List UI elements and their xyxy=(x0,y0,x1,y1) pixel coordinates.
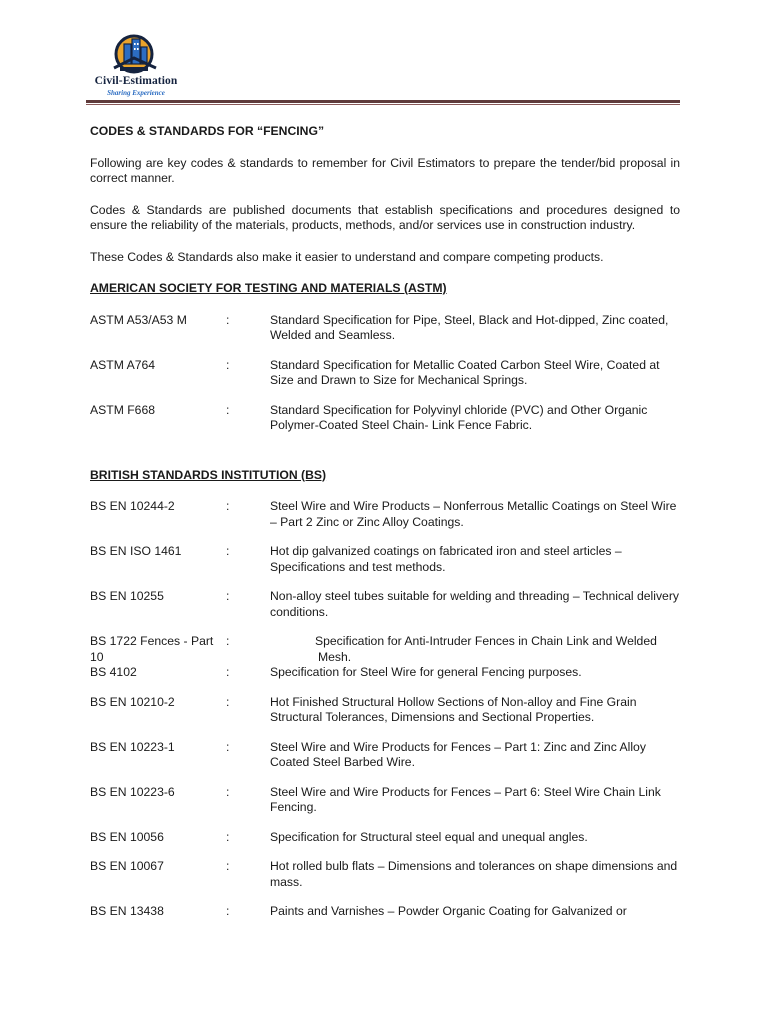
list-item xyxy=(90,740,680,771)
standard-code: BS EN 13438 xyxy=(90,904,164,918)
separator: : xyxy=(226,739,230,754)
separator: : xyxy=(226,357,230,372)
list-item xyxy=(90,499,680,530)
header-rule-thin xyxy=(86,104,680,105)
building-logo-icon xyxy=(108,34,164,76)
standard-code: BS EN 10210-2 xyxy=(90,694,175,709)
standard-code: BS EN 10223-1 xyxy=(90,739,175,754)
section-heading-bs: BRITISH STANDARDS INSTITUTION (BS) xyxy=(90,467,327,482)
separator: : xyxy=(226,402,230,417)
standard-code: ASTM F668 xyxy=(90,402,156,417)
standard-code: BS EN 10067 xyxy=(90,859,164,873)
standard-description: Standard Specification for Metallic Coated Carbon Steel Wire, Coated at Size and Drawn to Size for Mechanical Springs. xyxy=(270,357,660,387)
standard-code: ASTM A53/A53 M xyxy=(90,312,187,327)
list-item xyxy=(90,313,680,344)
standard-code: ASTM A764 xyxy=(90,357,156,372)
intro-paragraph: These Codes & Standards also make it easier to understand and compare competing products. xyxy=(90,249,604,264)
standard-description: Specification for Steel Wire for general Fencing purposes. xyxy=(270,665,582,679)
intro-paragraph: Following are key codes & standards to remember for Civil Estimators to prepare the tender/bid proposal in correct manner. xyxy=(90,155,680,185)
description-line: Specification for Anti-Intruder Fences in Chain Link and Welded xyxy=(315,634,657,648)
standard-description: Paints and Varnishes – Powder Organic Coating for Galvanized or xyxy=(270,904,627,918)
separator: : xyxy=(226,859,230,873)
standard-description: Steel Wire and Wire Products – Nonferrous Metallic Coatings on Steel Wire – Part 2 Zinc or Zinc Alloy Coatings. xyxy=(270,499,677,529)
list-item xyxy=(90,785,680,816)
page-title: CODES & STANDARDS FOR “FENCING” xyxy=(90,124,325,138)
section-heading-astm: AMERICAN SOCIETY FOR TESTING AND MATERIALS (ASTM) xyxy=(90,281,447,295)
standard-description xyxy=(315,634,680,665)
standard-code: BS EN 10056 xyxy=(90,829,164,844)
standard-description: Hot Finished Structural Hollow Sections of Non-alloy and Fine Grain Structural Tolerances, Dimensions and Sectional Properties. xyxy=(270,694,637,724)
list-item xyxy=(90,904,680,920)
standard-code: BS EN 10255 xyxy=(90,589,164,603)
standard-code: BS EN ISO 1461 xyxy=(90,544,182,558)
separator: : xyxy=(226,499,230,513)
standard-description: Standard Specification for Pipe, Steel, Black and Hot-dipped, Zinc coated, Welded and Seamless. xyxy=(270,312,669,342)
brand-name: Civil-Estimation xyxy=(94,75,178,87)
standard-code: BS EN 10223-6 xyxy=(90,784,175,799)
list-item xyxy=(90,665,680,681)
bs-list xyxy=(90,499,680,920)
standard-description: Standard Specification for Polyvinyl chloride (PVC) and Other Organic Polymer-Coated Steel Chain- Link Fence Fabric. xyxy=(270,402,648,432)
separator: : xyxy=(226,589,230,603)
standard-code: BS 4102 xyxy=(90,665,137,679)
brand-tagline: Sharing Experience xyxy=(107,89,165,97)
standard-description: Hot dip galvanized coatings on fabricated iron and steel articles – Specifications and test methods. xyxy=(270,544,622,574)
astm-list xyxy=(90,313,680,434)
separator: : xyxy=(226,312,230,327)
list-item xyxy=(90,830,680,846)
list-item xyxy=(90,695,680,726)
list-item xyxy=(90,403,680,434)
separator: : xyxy=(226,829,230,844)
separator: : xyxy=(226,904,230,918)
separator: : xyxy=(226,665,230,679)
separator: : xyxy=(226,694,230,709)
separator: : xyxy=(226,544,230,558)
standard-description: Steel Wire and Wire Products for Fences – Part 1: Zinc and Zinc Alloy Coated Steel Barbed Wire. xyxy=(270,739,646,769)
list-item xyxy=(90,358,680,389)
description-line: Mesh. xyxy=(318,649,352,664)
separator: : xyxy=(226,784,230,799)
standard-description: Steel Wire and Wire Products for Fences – Part 6: Steel Wire Chain Link Fencing. xyxy=(270,784,661,814)
standard-description: Hot rolled bulb flats – Dimensions and tolerances on shape dimensions and mass. xyxy=(270,859,678,889)
header-rule xyxy=(86,100,680,103)
standard-code: BS EN 10244-2 xyxy=(90,499,175,513)
separator: : xyxy=(226,634,230,648)
intro-paragraph: Codes & Standards are published documents that establish specifications and procedures designed to ensure the reliability of the materials, products, methods, and/or services use in construction industry. xyxy=(90,202,680,232)
standard-description: Specification for Structural steel equal and unequal angles. xyxy=(270,829,588,844)
standard-description: Non-alloy steel tubes suitable for welding and threading – Technical delivery conditions. xyxy=(270,589,679,619)
standard-code: BS 1722 Fences - Part 10 xyxy=(90,634,214,664)
document-body xyxy=(90,124,680,934)
list-item xyxy=(90,634,680,665)
list-item xyxy=(90,544,680,575)
list-item xyxy=(90,589,680,620)
brand-logo xyxy=(86,34,186,100)
list-item xyxy=(90,859,680,890)
